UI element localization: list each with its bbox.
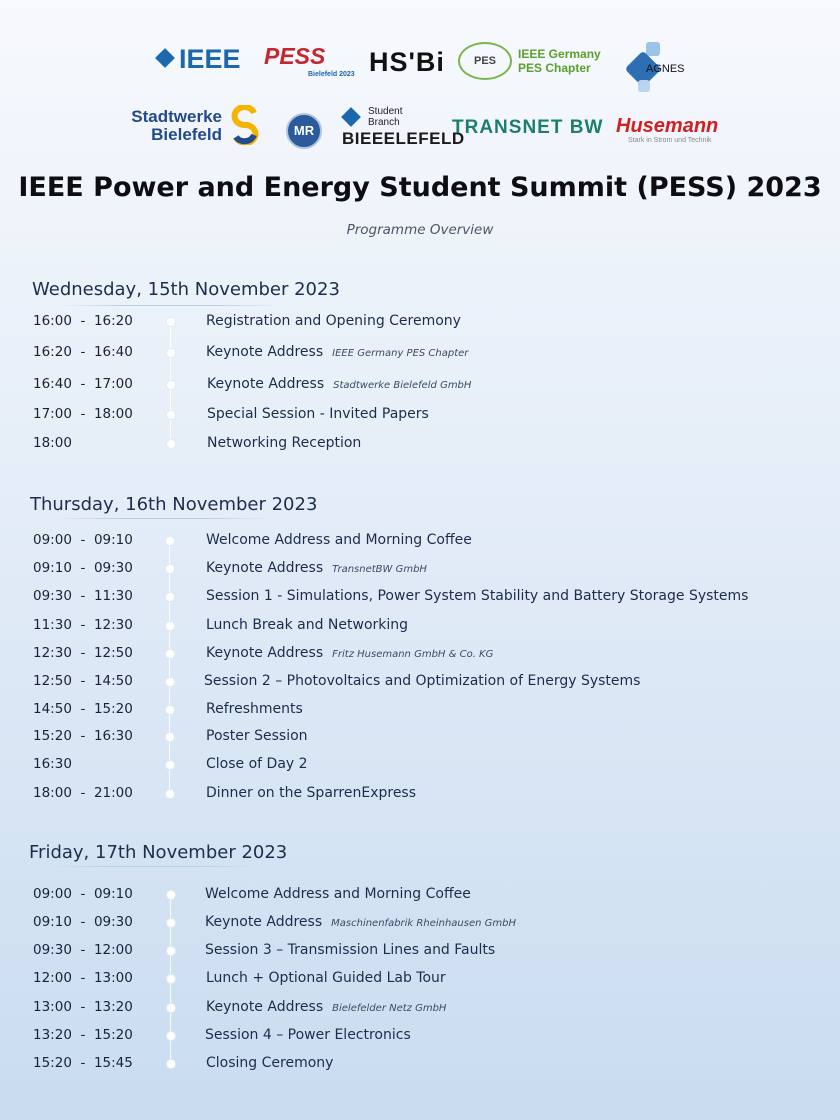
session-time: 09:00 - 09:10: [33, 886, 133, 902]
day-heading: Friday, 17th November 2023: [29, 842, 288, 863]
session-time: 12:30 - 12:50: [33, 645, 133, 661]
husemann-logo-text: Husemann: [616, 115, 719, 137]
timeline-dot-icon: [167, 1032, 175, 1040]
timeline-dot-icon: [167, 891, 175, 899]
session-title-text: Welcome Address and Morning Coffee: [205, 886, 471, 902]
session-time: 09:00 - 09:10: [33, 532, 133, 548]
session-title-text: Session 2 – Photovoltaics and Optimization of Energy Systems: [204, 673, 641, 689]
schedule-row: [0, 673, 840, 697]
session-time: 16:40 - 17:00: [33, 376, 133, 392]
session-title: [206, 756, 308, 772]
session-time: 16:00 - 16:20: [33, 313, 133, 329]
session-time: 09:30 - 11:30: [33, 588, 133, 604]
schedule-row: [0, 886, 840, 910]
schedule-row: [0, 1055, 840, 1079]
schedule-row: [0, 970, 840, 994]
session-title: [206, 617, 408, 633]
session-title: [206, 1055, 333, 1071]
session-time: 13:00 - 13:20: [33, 999, 133, 1015]
schedule-row: [0, 313, 840, 337]
schedule-row: [0, 532, 840, 556]
session-title: [207, 376, 471, 392]
session-title-text: Keynote Address: [206, 645, 324, 661]
session-title-text: Closing Ceremony: [206, 1055, 334, 1071]
student-branch-diamond-icon: [341, 107, 361, 127]
timeline-dot-icon: [167, 947, 175, 955]
timeline-dot-icon: [166, 537, 174, 545]
keynote-sponsor: Maschinenfabrik Rheinhausen GmbH: [331, 918, 516, 929]
timeline-dot-icon: [167, 349, 175, 357]
session-time: 11:30 - 12:30: [33, 617, 133, 633]
session-title-text: Networking Reception: [207, 435, 362, 451]
timeline-dot-icon: [167, 919, 175, 927]
keynote-sponsor: Bielefelder Netz GmbH: [332, 1003, 447, 1014]
schedule-row: [0, 785, 840, 809]
session-time: 09:10 - 09:30: [33, 560, 133, 576]
session-title-text: Refreshments: [206, 701, 303, 717]
keynote-sponsor: IEEE Germany PES Chapter: [332, 348, 469, 359]
schedule-row: [0, 435, 840, 459]
schedule-row: [0, 617, 840, 641]
session-title: [206, 999, 446, 1015]
session-title-text: Poster Session: [206, 728, 308, 744]
schedule-row: [0, 1027, 840, 1051]
schedule-row: [0, 999, 840, 1023]
timeline-dot-icon: [166, 761, 174, 769]
schedule-row: [0, 756, 840, 780]
schedule-row: [0, 914, 840, 938]
session-title: [205, 1027, 411, 1043]
day-heading-underline: [60, 305, 280, 306]
page-subtitle: Programme Overview: [346, 222, 494, 238]
hsbi-logo: HS'Bi: [369, 47, 445, 77]
session-time: 09:10 - 09:30: [33, 914, 133, 930]
session-time: 12:00 - 13:00: [33, 970, 133, 986]
pess-logo: [264, 45, 355, 78]
session-time: 15:20 - 16:30: [33, 728, 133, 744]
keynote-sponsor: TransnetBW GmbH: [332, 564, 427, 575]
session-title: [205, 914, 516, 930]
session-title: [206, 728, 308, 744]
timeline-dot-icon: [166, 706, 174, 714]
ieee-logo-text: IEEE: [179, 44, 241, 74]
bieeelefeld-text: BIEEELEFELD: [342, 129, 465, 148]
timeline-dot-icon: [167, 440, 175, 448]
pes-badge-icon: PES: [458, 42, 512, 80]
session-title: [206, 970, 446, 986]
session-time: 18:00 - 21:00: [33, 785, 133, 801]
session-title: [205, 886, 471, 902]
schedule-row: [0, 645, 840, 669]
day-heading-underline: [50, 866, 260, 867]
ieee-logo: [158, 46, 241, 73]
timeline-dot-icon: [166, 678, 174, 686]
session-time: 15:20 - 15:45: [33, 1055, 133, 1071]
agnes-logo-text: AGNES: [646, 63, 685, 75]
schedule-row: [0, 588, 840, 612]
session-time: 16:30: [33, 756, 72, 772]
session-title-text: Session 4 – Power Electronics: [205, 1027, 411, 1043]
timeline-dot-icon: [166, 790, 174, 798]
session-title: [206, 532, 472, 548]
timeline-dot-icon: [166, 593, 174, 601]
session-title: [205, 942, 495, 958]
timeline-dot-icon: [166, 565, 174, 573]
schedule-row: [0, 560, 840, 584]
session-title: [207, 435, 361, 451]
stadtwerke-logo: [122, 108, 222, 144]
session-title: [206, 645, 493, 661]
ieee-germany-pes-text: IEEE Germany PES Chapter: [518, 47, 601, 75]
session-title-text: Special Session - Invited Papers: [207, 406, 429, 422]
session-title-text: Keynote Address: [206, 344, 324, 360]
timeline-dot-icon: [166, 650, 174, 658]
ieee-germany-pes-logo: [458, 42, 618, 80]
schedule-row: [0, 942, 840, 966]
schedule-row: [0, 701, 840, 725]
session-title-text: Lunch + Optional Guided Lab Tour: [206, 970, 446, 986]
timeline-dot-icon: [167, 318, 175, 326]
session-time: 17:00 - 18:00: [33, 406, 133, 422]
session-title: [206, 785, 416, 801]
pess-logo-sub: Bielefeld 2023: [308, 71, 355, 78]
ieee-diamond-icon: [155, 48, 175, 68]
timeline-dot-icon: [166, 622, 174, 630]
day-heading: Thursday, 16th November 2023: [30, 494, 318, 515]
stadtwerke-s-icon: [230, 105, 260, 145]
session-time: 12:50 - 14:50: [33, 673, 133, 689]
transnet-logo: TRANSNET BW: [452, 117, 604, 138]
pess-logo-text: PESS: [264, 43, 326, 69]
session-title: [207, 406, 429, 422]
student-branch-logo: [340, 106, 465, 150]
session-title-text: Welcome Address and Morning Coffee: [206, 532, 472, 548]
session-title: [204, 673, 640, 689]
day-heading-underline: [55, 518, 270, 519]
schedule-row: [0, 344, 840, 368]
timeline-dot-icon: [167, 975, 175, 983]
timeline-dot-icon: [167, 381, 175, 389]
husemann-logo: [616, 116, 718, 144]
session-title-text: Dinner on the SparrenExpress: [206, 785, 417, 801]
schedule-row: [0, 376, 840, 400]
agnes-hex-icon: [646, 42, 660, 56]
timeline-dot-icon: [167, 1004, 175, 1012]
session-title-text: Session 1 - Simulations, Power System Stability and Battery Storage Systems: [206, 588, 749, 604]
day-heading: Wednesday, 15th November 2023: [32, 279, 340, 300]
session-title: [206, 344, 468, 360]
session-title-text: Session 3 – Transmission Lines and Faults: [205, 942, 496, 958]
session-title: [206, 701, 303, 717]
session-title: [206, 560, 427, 576]
keynote-sponsor: Stadtwerke Bielefeld GmbH: [333, 380, 472, 391]
session-title-text: Lunch Break and Networking: [206, 617, 409, 633]
session-title-text: Keynote Address: [207, 376, 325, 392]
keynote-sponsor: Fritz Husemann GmbH & Co. KG: [332, 649, 494, 660]
agnes-logo: [628, 42, 688, 94]
session-title-text: Keynote Address: [206, 560, 324, 576]
session-time: 13:20 - 15:20: [33, 1027, 133, 1043]
husemann-logo-sub: Stark in Strom und Technik: [628, 137, 712, 144]
session-time: 16:20 - 16:40: [33, 344, 133, 360]
stadtwerke-logo-text: Stadtwerke Bielefeld: [131, 107, 222, 144]
session-time: 09:30 - 12:00: [33, 942, 133, 958]
session-title: [206, 588, 748, 604]
timeline-dot-icon: [166, 733, 174, 741]
agnes-hex-icon-small: [638, 80, 650, 92]
session-title-text: Keynote Address: [206, 999, 324, 1015]
mr-logo: MR: [286, 113, 322, 149]
session-title-text: Registration and Opening Ceremony: [206, 313, 461, 329]
session-time: 18:00: [33, 435, 72, 451]
schedule-row: [0, 406, 840, 430]
timeline-dot-icon: [167, 1060, 175, 1068]
timeline-dot-icon: [167, 411, 175, 419]
session-title-text: Close of Day 2: [206, 756, 308, 772]
student-branch-text: Student Branch: [368, 106, 403, 128]
session-time: 14:50 - 15:20: [33, 701, 133, 717]
session-title-text: Keynote Address: [205, 914, 323, 930]
schedule-row: [0, 728, 840, 752]
session-title: [206, 313, 461, 329]
page-title: IEEE Power and Energy Student Summit (PESS) 2023: [18, 172, 822, 203]
